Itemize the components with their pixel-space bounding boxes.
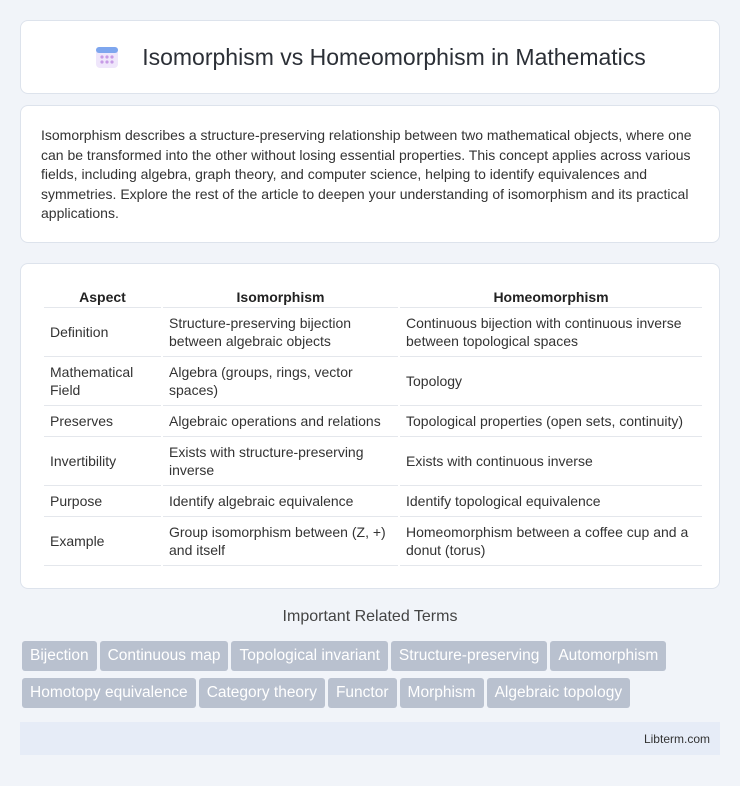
table-row [44, 486, 702, 517]
cell-isomorphism: Structure-preserving bijection between algebraic objects [163, 308, 398, 357]
table-row [44, 406, 702, 437]
footer [20, 722, 720, 755]
header-card [20, 20, 720, 94]
comparison-table [42, 284, 704, 566]
cell-isomorphism: Identify algebraic equivalence [163, 486, 398, 517]
table-row [44, 517, 702, 566]
comparison-table-card [20, 263, 720, 589]
header-isomorphism: Isomorphism [163, 284, 398, 308]
term-tag[interactable]: Homotopy equivalence [22, 678, 196, 708]
cell-homeomorphism: Identify topological equivalence [400, 486, 702, 517]
term-tag[interactable]: Continuous map [100, 641, 229, 671]
header-aspect: Aspect [44, 284, 161, 308]
related-terms-list [22, 641, 722, 715]
calendar-grid-icon [94, 44, 120, 70]
cell-isomorphism: Exists with structure-preserving inverse [163, 437, 398, 486]
term-tag[interactable]: Bijection [22, 641, 97, 671]
cell-isomorphism: Algebraic operations and relations [163, 406, 398, 437]
cell-homeomorphism: Homeomorphism between a coffee cup and a donut (torus) [400, 517, 702, 566]
table-row [44, 308, 702, 357]
term-tag[interactable]: Topological invariant [231, 641, 387, 671]
cell-isomorphism: Group isomorphism between (Z, +) and itself [163, 517, 398, 566]
term-tag[interactable]: Category theory [199, 678, 325, 708]
footer-site-link[interactable]: Libterm.com [643, 731, 710, 746]
cell-homeomorphism: Topological properties (open sets, continuity) [400, 406, 702, 437]
cell-aspect: Definition [44, 308, 161, 357]
term-tag[interactable]: Functor [328, 678, 397, 708]
cell-isomorphism: Algebra (groups, rings, vector spaces) [163, 357, 398, 406]
cell-aspect: Purpose [44, 486, 161, 517]
cell-aspect: Example [44, 517, 161, 566]
table-row [44, 357, 702, 406]
table-row [44, 437, 702, 486]
header-homeomorphism: Homeomorphism [400, 284, 702, 308]
term-tag[interactable]: Morphism [400, 678, 484, 708]
cell-aspect: Mathematical Field [44, 357, 161, 406]
cell-aspect: Invertibility [44, 437, 161, 486]
cell-homeomorphism: Exists with continuous inverse [400, 437, 702, 486]
term-tag[interactable]: Automorphism [550, 641, 666, 671]
intro-card [20, 105, 720, 243]
cell-aspect: Preserves [44, 406, 161, 437]
intro-paragraph: Isomorphism describes a structure-preserving relationship between two mathematical objects, where one can be transformed into the other without losing essential properties. This concept applies across various fields, including algebra, graph theory, and computer science, helping to identify equivalences and symmetries. Explore the rest of the article to deepen your understanding of isomorphism and its practical applications. [41, 127, 692, 222]
page-title: Isomorphism vs Homeomorphism in Mathematics [142, 43, 646, 70]
related-terms-title: Important Related Terms [282, 608, 458, 625]
term-tag[interactable]: Structure-preserving [391, 641, 547, 671]
table-header-row [44, 284, 702, 308]
cell-homeomorphism: Topology [400, 357, 702, 406]
term-tag[interactable]: Algebraic topology [487, 678, 631, 708]
cell-homeomorphism: Continuous bijection with continuous inverse between topological spaces [400, 308, 702, 357]
